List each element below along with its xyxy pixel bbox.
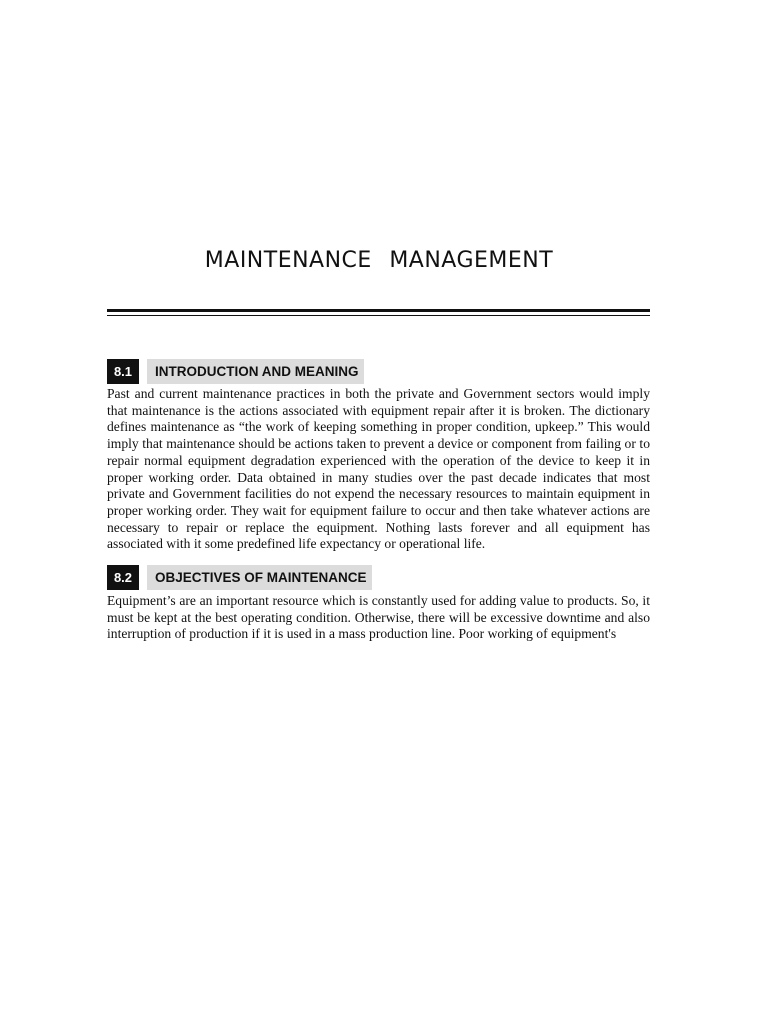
section-heading-8-2 (107, 565, 372, 590)
title-rule-thin (107, 315, 650, 316)
section-number: 8.1 (107, 359, 139, 384)
section-title: OBJECTIVES OF MAINTENANCE (147, 565, 372, 590)
section-paragraph-8-2: Equipment’s are an important resource which is constantly used for adding value to products. So, it must be kept at the best operating condition. Otherwise, there will be excessive downtime and also interruption of production if it is used in a mass production line. Poor working of equipment's (107, 593, 650, 642)
section-paragraph-8-1: Past and current maintenance practices in both the private and Government sectors would imply that maintenance is the actions associated with equipment repair after it is broken. The dictionary defines maintenance as “the work of keeping something in proper condition, upkeep.” This would imply that maintenance should be actions taken to prevent a device or component from failing or to repair normal equipment degradation experienced with the operation of the device to keep it in proper working order. Data obtained in many studies over the past decade indicates that most private and Government facilities do not expend the necessary resources to maintain equipment in proper working order. They wait for equipment failure to occur and then take whatever actions are necessary to repair or replace the equipment. Nothing lasts forever and all equipment has associated with it some predefined life expectancy or operational life. (107, 386, 650, 552)
section-title: INTRODUCTION AND MEANING (147, 359, 364, 384)
section-number: 8.2 (107, 565, 139, 590)
title-rule-thick (107, 309, 650, 312)
section-heading-8-1 (107, 359, 364, 384)
chapter-title: MAINTENANCE MANAGEMENT (204, 248, 554, 273)
